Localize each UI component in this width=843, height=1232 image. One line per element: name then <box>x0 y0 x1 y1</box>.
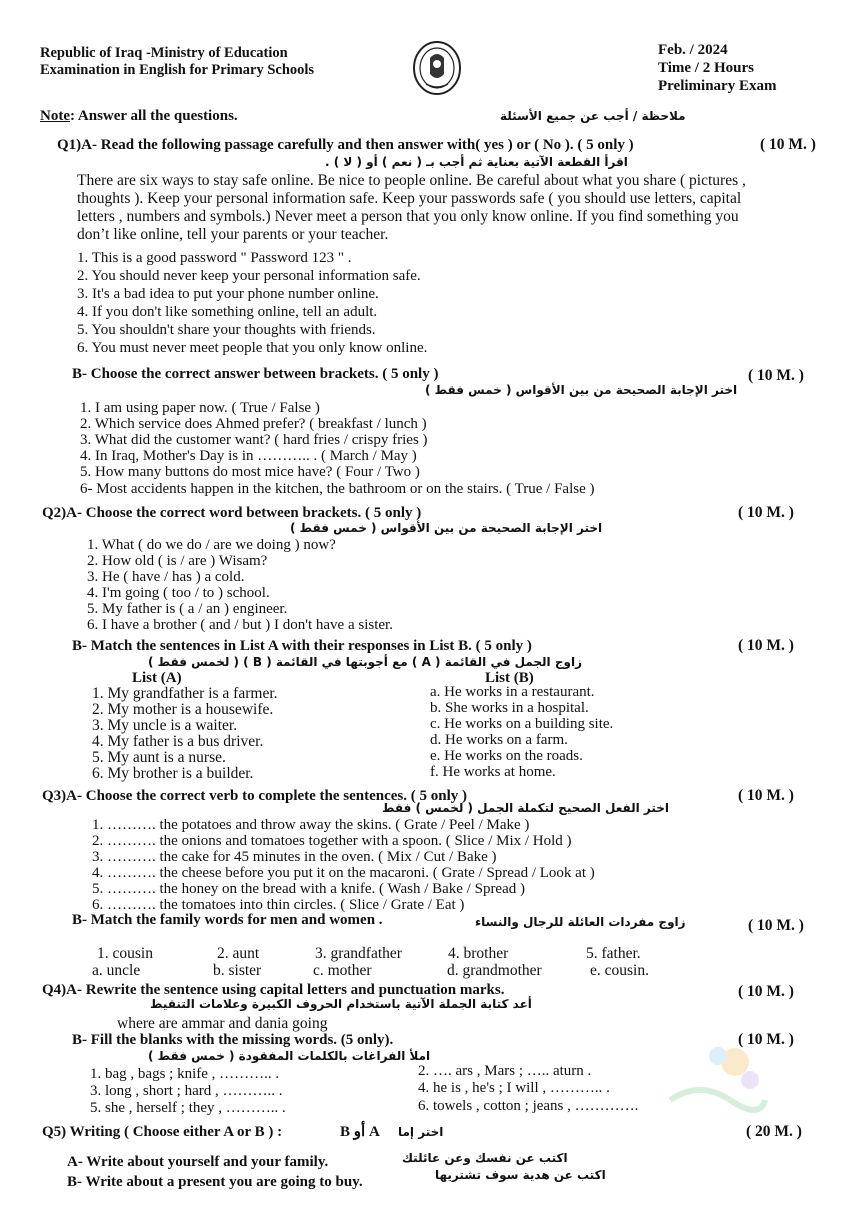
men-word: 5. father. <box>586 945 641 962</box>
list-b-label: List (B) <box>485 670 534 686</box>
q2a-item: 5. My father is ( a / an ) engineer. <box>87 601 288 617</box>
q2b-marks: ( 10 M. ) <box>738 637 794 654</box>
q3a-arabic: اختر الفعل الصحيح لتكملة الجمل ( لخمس ) فقط <box>382 801 670 815</box>
q2a-title: Q2)A- Choose the correct word between brackets. ( 5 only ) <box>42 505 422 521</box>
q4a-title: Q4)A- Rewrite the sentence using capital letters and punctuation marks. <box>42 982 505 998</box>
women-word: c. mother <box>313 962 372 979</box>
note-line <box>40 108 238 124</box>
header-exam-title: Examination in English for Primary Schools <box>40 62 315 78</box>
q1a-item: 2. You should never keep your personal information safe. <box>77 268 421 284</box>
men-word: 4. brother <box>448 945 509 962</box>
q4b-item: 5. she , herself ; they , ……….. . <box>90 1100 286 1116</box>
list-b-item: d. He works on a farm. <box>430 732 568 748</box>
watermark-logo-icon <box>660 1040 770 1120</box>
men-word: 3. grandfather <box>315 945 402 962</box>
q2a-marks: ( 10 M. ) <box>738 504 794 521</box>
q5-arabic-choose: اختر إما <box>398 1125 444 1139</box>
q2a-item: 6. I have a brother ( and / but ) I don't have a sister. <box>87 617 393 633</box>
q1a-item: 4. If you don't like something online, tell an adult. <box>77 304 378 320</box>
q3a-item: 1. ………. the potatoes and throw away the skins. ( Grate / Peel / Make ) <box>92 817 530 833</box>
q2a-item: 3. He ( have / has ) a cold. <box>87 569 245 585</box>
q5-option-b: B- Write about a present you are going to buy. <box>67 1174 363 1190</box>
q3a-item: 2. ………. the onions and tomatoes together with a spoon. ( Slice / Mix / Hold ) <box>92 833 572 849</box>
women-word: e. cousin. <box>590 962 649 979</box>
list-a-item: 3. My uncle is a waiter. <box>92 717 238 734</box>
header-exam-type: Preliminary Exam <box>658 78 777 94</box>
q1b-item: 1. I am using paper now. ( True / False ) <box>80 400 320 416</box>
q1b-item: 4. In Iraq, Mother's Day is in ……….. . ( March / May ) <box>80 448 417 464</box>
q1b-arabic: اختر الإجابة الصحيحة من بين الأقواس ( خمس فقط ) <box>425 383 738 397</box>
ministry-seal-icon <box>412 40 462 96</box>
women-word: d. grandmother <box>447 962 542 979</box>
q3a-title: Q3)A- Choose the correct verb to complete the sentences. ( 5 only ) <box>42 788 468 804</box>
list-a-item: 6. My brother is a builder. <box>92 765 254 782</box>
q2b-title: B- Match the sentences in List A with their responses in List B. ( 5 only ) <box>72 638 532 654</box>
q1a-item: 5. You shouldn't share your thoughts with friends. <box>77 322 376 338</box>
q4b-marks: ( 10 M. ) <box>738 1031 794 1048</box>
q1b-item: 3. What did the customer want? ( hard fries / crispy fries ) <box>80 432 428 448</box>
q3a-item: 3. ………. the cake for 45 minutes in the oven. ( Mix / Cut / Bake ) <box>92 849 497 865</box>
men-word: 2. aunt <box>217 945 260 962</box>
q1a-passage-line: letters , numbers and symbols.) Never meet a person that you only know online. If you find something you <box>77 208 739 225</box>
q1b-marks: ( 10 M. ) <box>748 367 804 384</box>
q3b-title: B- Match the family words for men and women . <box>72 912 383 928</box>
q1a-passage-line: don’t like online, tell your parents or your teacher. <box>77 226 389 243</box>
list-a-item: 2. My mother is a housewife. <box>92 701 274 718</box>
q1b-title: B- Choose the correct answer between brackets. ( 5 only ) <box>72 366 439 382</box>
q4a-marks: ( 10 M. ) <box>738 983 794 1000</box>
q3a-item: 6. ………. the tomatoes into thin circles. ( Slice / Grate / Eat ) <box>92 897 465 913</box>
q1a-item: 6. You must never meet people that you only know online. <box>77 340 428 356</box>
header-date: Feb. / 2024 <box>658 42 728 58</box>
q2a-item: 1. What ( do we do / are we doing ) now? <box>87 537 336 553</box>
q1a-arabic: اقرأ القطعة الآتية بعناية ثم أجب بـ ( نعم ) أو ( لا ) . <box>325 155 628 169</box>
q1a-marks: ( 10 M. ) <box>760 136 816 153</box>
q3a-item: 5. ………. the honey on the bread with a knife. ( Wash / Bake / Spread ) <box>92 881 525 897</box>
q4b-arabic: املأ الفراغات بالكلمات المفقودة ( خمس فقط ) <box>148 1049 431 1063</box>
q4b-item: 3. long , short ; hard , ……….. . <box>90 1083 283 1099</box>
q2a-item: 2. How old ( is / are ) Wisam? <box>87 553 268 569</box>
q3a-marks: ( 10 M. ) <box>738 787 794 804</box>
list-a-item: 4. My father is a bus driver. <box>92 733 264 750</box>
q4a-arabic: أعد كتابة الجملة الآتية باستخدام الحروف الكبيرة وعلامات التنقيط <box>150 997 532 1011</box>
q5-title: Q5) Writing ( Choose either A or B ) : <box>42 1124 283 1140</box>
list-a-label: List (A) <box>132 670 182 686</box>
q4a-sentence: where are ammar and dania going <box>117 1015 328 1032</box>
q1a-title: Q1)A- Read the following passage carefully and then answer with( yes ) or ( No ). ( 5 only ) <box>57 137 634 153</box>
men-word: 1. cousin <box>97 945 153 962</box>
list-b-item: b. She works in a hospital. <box>430 700 589 716</box>
q4b-item: 4. he is , he's ; I will , ……….. . <box>418 1080 610 1096</box>
header-ministry: Republic of Iraq -Ministry of Education <box>40 45 288 61</box>
women-word: b. sister <box>213 962 262 979</box>
q1a-item: 1. This is a good password " Password 123 " . <box>77 250 352 266</box>
q1a-item: 3. It's a bad idea to put your phone number online. <box>77 286 379 302</box>
q5-option-b-arabic: اكتب عن هدية سوف تشتريها <box>435 1168 606 1182</box>
q5-option-a-arabic: اكتب عن نفسك وعن عائلتك <box>402 1151 568 1165</box>
q1b-item: 2. Which service does Ahmed prefer? ( breakfast / lunch ) <box>80 416 427 432</box>
q4b-item: 1. bag , bags ; knife , ……….. . <box>90 1066 280 1082</box>
list-b-item: f. He works at home. <box>430 764 556 780</box>
q4b-title: B- Fill the blanks with the missing words. (5 only). <box>72 1032 394 1048</box>
note-arabic: ملاحظة / أجب عن جميع الأسئلة <box>500 109 686 123</box>
q5-option-a: A- Write about yourself and your family. <box>67 1154 329 1170</box>
list-a-item: 5. My aunt is a nurse. <box>92 749 226 766</box>
q1b-item: 6- Most accidents happen in the kitchen, the bathroom or on the stairs. ( True / False ) <box>80 481 595 497</box>
q4b-item: 6. towels , cotton ; jeans , …………. <box>418 1098 639 1114</box>
q3a-item: 4. ………. the cheese before you put it on the macaroni. ( Grate / Spread / Look at ) <box>92 865 595 881</box>
q1b-item: 5. How many buttons do most mice have? ( Four / Two ) <box>80 464 420 480</box>
q1a-passage-line: thoughts ). Keep your personal information safe. Keep your passwords safe ( you should use letters, capital <box>77 190 742 207</box>
list-a-item: 1. My grandfather is a farmer. <box>92 685 278 702</box>
q3b-arabic: زاوج مفردات العائلة للرجال والنساء <box>475 915 686 929</box>
note-label: Note <box>40 108 70 124</box>
q3b-marks: ( 10 M. ) <box>748 917 804 934</box>
q4b-item: 2. …. ars , Mars ; ….. aturn . <box>418 1063 592 1079</box>
note-text: : Answer all the questions. <box>70 108 238 124</box>
list-b-item: c. He works on a building site. <box>430 716 614 732</box>
header-time: Time / 2 Hours <box>658 60 754 76</box>
q2b-arabic: زاوج الجمل في القائمة ( A ) مع أجوبتها في القائمة ( B ) ( لخمس فقط ) <box>148 655 582 669</box>
list-b-item: a. He works in a restaurant. <box>430 684 595 700</box>
list-b-item: e. He works on the roads. <box>430 748 583 764</box>
women-word: a. uncle <box>92 962 141 979</box>
q5-marks: ( 20 M. ) <box>746 1123 802 1140</box>
q5-options: B أو A <box>340 1124 380 1140</box>
q1a-passage-line: There are six ways to stay safe online. Be nice to people online. Be careful about what you share ( pictures , <box>77 172 746 189</box>
q2a-arabic: اختر الإجابة الصحيحة من بين الأقواس ( خمس فقط ) <box>290 521 603 535</box>
q2a-item: 4. I'm going ( too / to ) school. <box>87 585 270 601</box>
